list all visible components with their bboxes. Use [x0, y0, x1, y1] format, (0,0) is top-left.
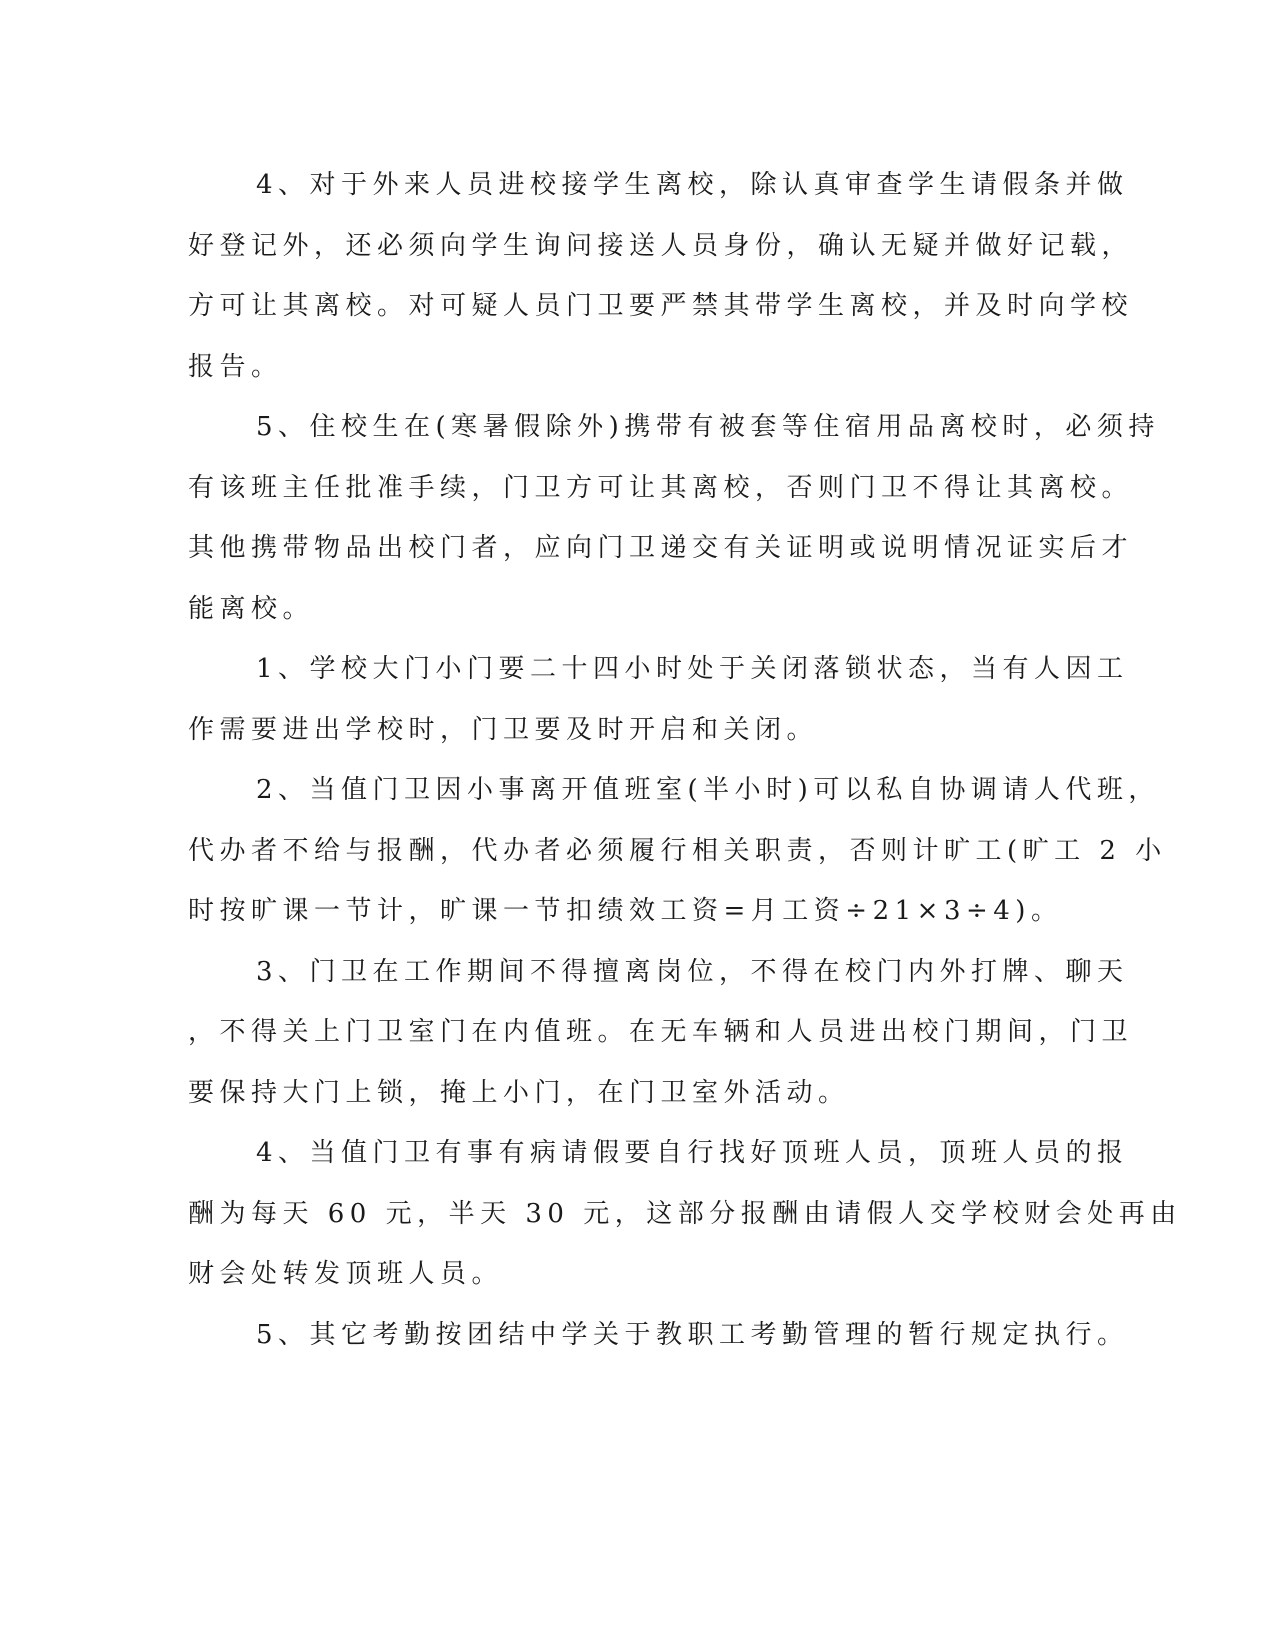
text-line: 能离校。 — [188, 593, 315, 624]
text-line: 要保持大门上锁，掩上小门，在门卫室外活动。 — [188, 1077, 850, 1108]
text-line: 3、门卫在工作期间不得擅离岗位，不得在校门内外打牌、聊天 — [256, 956, 1129, 987]
text-line: 代办者不给与报酬，代办者必须履行相关职责，否则计旷工(旷工 2 小 — [188, 835, 1167, 866]
text-line: 作需要进出学校时，门卫要及时开启和关闭。 — [188, 714, 819, 745]
text-line: 其他携带物品出校门者，应向门卫递交有关证明或说明情况证实后才 — [188, 533, 1134, 563]
text-line: ，不得关上门卫室门在内值班。在无车辆和人员进出校门期间，门卫 — [188, 1017, 1134, 1047]
document-body — [188, 155, 1182, 1365]
text-line: 时按旷课一节计，旷课一节扣绩效工资=月工资÷21×3÷4)。 — [188, 896, 1063, 926]
text-line: 4、对于外来人员进校接学生离校，除认真审查学生请假条并做 — [256, 170, 1129, 200]
paragraph-duty-conduct-rule — [188, 942, 1134, 1124]
text-line: 5、住校生在(寒暑假除外)携带有被套等住宿用品离校时，必须持 — [256, 412, 1160, 442]
text-line: 财会处转发顶班人员。 — [188, 1259, 504, 1289]
text-line: 酬为每天 60 元，半天 30 元，这部分报酬由请假人交学校财会处再由 — [188, 1198, 1182, 1229]
paragraph-gate-lock-rule — [188, 639, 1129, 760]
text-line: 2、当值门卫因小事离开值班室(半小时)可以私自协调请人代班， — [256, 775, 1160, 805]
paragraph-boarding-rule — [188, 397, 1160, 639]
text-line: 报告。 — [188, 351, 283, 382]
paragraph-pickup-rule — [188, 155, 1134, 397]
paragraph-leave-rule — [188, 1123, 1182, 1305]
text-line: 4、当值门卫有事有病请假要自行找好顶班人员，顶班人员的报 — [256, 1138, 1129, 1168]
text-line: 5、其它考勤按团结中学关于教职工考勤管理的暂行规定执行。 — [256, 1319, 1129, 1350]
text-line: 方可让其离校。对可疑人员门卫要严禁其带学生离校，并及时向学校 — [188, 291, 1134, 321]
text-line: 有该班主任批准手续，门卫方可让其离校，否则门卫不得让其离校。 — [188, 472, 1134, 503]
paragraph-substitute-rule — [188, 760, 1167, 942]
text-line: 好登记外，还必须向学生询问接送人员身份，确认无疑并做好记载， — [188, 230, 1134, 261]
text-line: 1、学校大门小门要二十四小时处于关闭落锁状态，当有人因工 — [256, 654, 1129, 684]
paragraph-attendance-rule — [188, 1305, 1129, 1366]
